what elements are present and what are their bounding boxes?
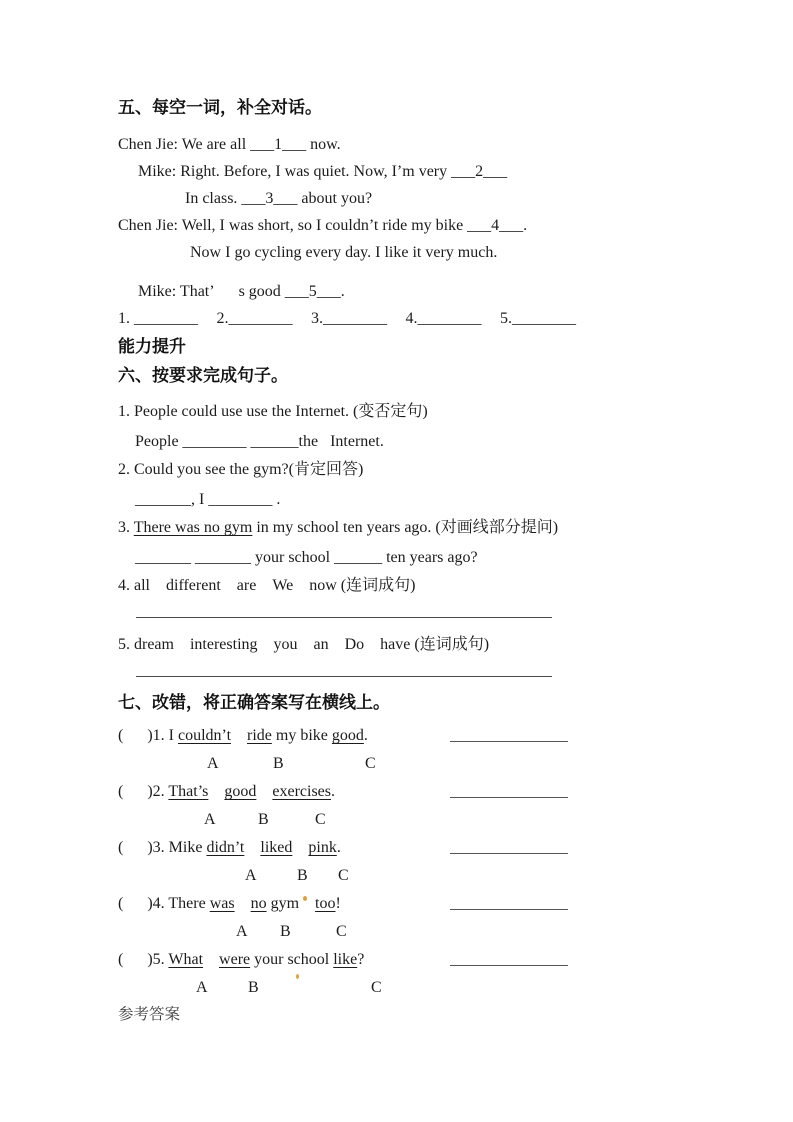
underlined-word: like [333,951,358,968]
sentence-text: all different are We now (连词成句) [134,577,416,594]
sentence-task-item [118,572,753,618]
underlined-word: That’s [168,783,209,800]
sentence-text: my bike [271,727,332,744]
bracket-and-number: ( )2. [118,783,169,800]
choice-letters-row [118,918,753,946]
choice-letter-a: A [207,755,219,772]
correction-sentence-line [118,890,753,918]
reference-answers-label: 参考答案 [118,1006,181,1023]
sentence-text: dream interesting you an Do have (连词成句) [134,636,490,653]
writing-rule-line [136,676,552,677]
answer-slot: 1. ________ [118,310,198,327]
sentence-text [203,951,219,968]
sentence-text [292,839,308,856]
choice-letter-a: A [236,923,248,940]
choice-letters-row [118,974,753,1002]
choice-letters-row [118,862,753,890]
choice-letter-b: B [297,867,308,884]
item-number: 1. [118,403,134,420]
underlined-word: good [224,783,257,800]
underlined-word: no [250,895,267,912]
bracket-and-number: ( )1. [118,727,169,744]
sentence-text [244,839,260,856]
choice-letter-c: C [371,979,382,996]
choice-letter-a: A [204,811,216,828]
underlined-word: didn’t [206,839,245,856]
sentence-text: . [363,727,368,744]
dialogue-line: Now I go cycling every day. I like it very much. [190,244,498,261]
dialogue-line: Mike: That’ s good ___5___. [138,283,345,300]
item-number: 2. [118,461,134,478]
error-correction-item [118,890,753,946]
underlined-word: too [315,895,336,912]
correction-answer-line [450,797,568,798]
sentence-text: I [168,727,178,744]
sentence-text: Mike [168,839,207,856]
task-sentence-line [118,398,753,426]
sentence-text: ? [357,951,365,968]
bracket-and-number: ( )5. [118,951,169,968]
item-number: 3. [118,519,134,536]
task-sentence-line [118,572,753,600]
scan-speck [303,896,307,901]
sentence-text: gym [266,895,300,912]
choice-letters-row [118,806,753,834]
error-correction-item [118,834,753,890]
underlined-word: were [219,951,251,968]
section7-items [118,722,753,1002]
choice-letter-c: C [365,755,376,772]
underlined-word: liked [260,839,293,856]
choice-letter-b: B [248,979,259,996]
sentence-task-item [118,631,753,677]
sentence-text: . [331,783,336,800]
section5-dialogue [118,131,753,305]
bracket-and-number: ( )4. [118,895,169,912]
sentence-text [231,727,247,744]
underlined-word: exercises [272,783,332,800]
sentence-text: your school [250,951,334,968]
underlined-word: couldn’t [177,727,232,744]
sentence-text: Could you see the gym?(肯定回答) [134,461,364,478]
correction-sentence-line [118,722,753,750]
sentence-text: in my school ten years ago. (对画线部分提问) [252,519,559,536]
sentence-task-item [118,514,753,572]
correction-sentence-line [118,834,753,862]
correction-answer-line [450,965,568,966]
sentence-task-item [118,456,753,514]
sentence-text: . [336,839,341,856]
section6-items [118,398,753,677]
section7-heading: 七、改错，将正确答案写在横线上。 [118,693,390,712]
fill-blank-line: _______, I ________ . [135,491,281,508]
item-number: 4. [118,577,134,594]
choice-letter-a: A [245,867,257,884]
correction-sentence-line [118,946,753,974]
correction-sentence-line [118,778,753,806]
error-correction-item [118,722,753,778]
choice-letter-c: C [315,811,326,828]
correction-answer-line [450,741,568,742]
answer-slot: 4.________ [405,310,482,327]
dialogue-line: Chen Jie: We are all ___1___ now. [118,136,341,153]
writing-rule-line [136,617,552,618]
choice-letter-a: A [196,979,208,996]
underlined-phrase: There was no gym [133,519,253,536]
scan-speck [296,974,299,979]
answer-slot: 3.________ [311,310,387,327]
choice-letter-b: B [258,811,269,828]
task-sentence-line [118,631,753,659]
answer-slot: 2.________ [216,310,293,327]
choice-letter-b: B [273,755,284,772]
sentence-text [208,783,224,800]
underlined-word: pink [308,839,337,856]
section5-heading: 五、每空一词，补全对话。 [118,98,322,117]
error-correction-item [118,946,753,1002]
sentence-text: People could use use the Internet. (变否定句) [134,403,428,420]
bracket-and-number: ( )3. [118,839,169,856]
choice-letter-c: C [338,867,349,884]
sentence-text [299,895,315,912]
sentence-text [256,783,272,800]
task-sentence-line [118,456,753,484]
sentence-text: ! [335,895,341,912]
correction-answer-line [450,853,568,854]
choice-letters-row [118,750,753,778]
dialogue-line: Chen Jie: Well, I was short, so I couldn’t ride my bike ___4___. [118,217,528,234]
fill-blank-line: People ________ ______the Internet. [135,433,384,450]
underlined-word: ride [247,727,272,744]
error-correction-item [118,778,753,834]
underlined-word: good [331,727,364,744]
item-number: 5. [118,636,134,653]
sentence-text [235,895,251,912]
sentence-text: There [168,895,210,912]
correction-answer-line [450,909,568,910]
dialogue-line: Mike: Right. Before, I was quiet. Now, I’m very ___2___ [138,163,508,180]
task-sentence-line [118,514,753,542]
section6-heading: 六、按要求完成句子。 [118,366,288,385]
dialogue-line: In class. ___3___ about you? [185,190,373,207]
section5-answer-blanks-row [118,305,576,333]
ability-improvement-banner: 能力提升 [118,337,186,356]
answer-slot: 5.________ [500,310,576,327]
choice-letter-c: C [336,923,347,940]
fill-blank-line: _______ _______ your school ______ ten years ago? [135,549,478,566]
choice-letter-b: B [280,923,291,940]
underlined-word: was [209,895,235,912]
underlined-word: What [168,951,204,968]
sentence-task-item [118,398,753,456]
